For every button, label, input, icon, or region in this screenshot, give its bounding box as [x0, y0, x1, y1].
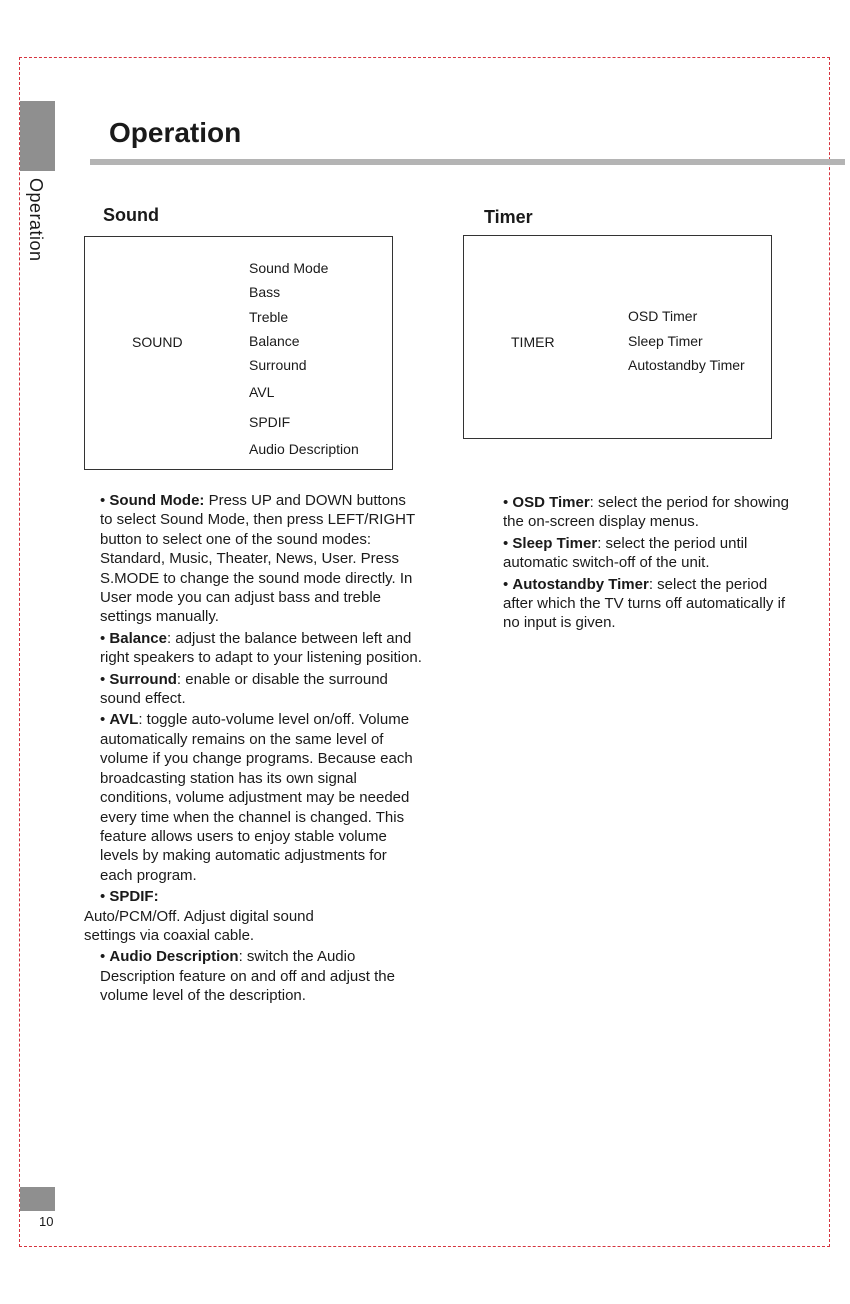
- desc-avl: • AVL: toggle auto-volume level on/off. Volume automatically remains on the same level of volume if you change programs. Because each broadcasting station has its own signal conditions, volume adjustment may be needed every time when the channel is changed. This feature allows users to enjoy stable volume levels by making automatic adjustments for each program.: [100, 711, 413, 884]
- sound-menu-item: Bass: [249, 284, 281, 300]
- desc-sound-mode: • Sound Mode: Press UP and DOWN buttons to select Sound Mode, then press LEFT/RIGHT button to select one of the sound modes: Standard, Music, Theater, News, User. Press S.MODE to change the sound mode directly. In User mode you can adjust bass and treble settings manually.: [100, 492, 415, 626]
- page-number: 10: [39, 1214, 54, 1229]
- title-rule: [90, 159, 845, 165]
- sound-menu-item: Balance: [249, 333, 300, 349]
- desc-text: : select the period until automatic switch-off of the unit.: [503, 534, 748, 572]
- page-number-tab: [20, 1187, 55, 1211]
- desc-text: : switch the Audio Description feature on and off and adjust the volume level of the description.: [100, 948, 395, 1005]
- desc-term: SPDIF:: [109, 888, 159, 906]
- desc-spdif-term: • SPDIF:: [100, 888, 159, 906]
- sound-descriptions: [84, 491, 422, 1008]
- desc-term: Sleep Timer: [512, 534, 598, 552]
- timer-menu-item: Sleep Timer: [628, 333, 703, 349]
- desc-balance: • Balance: adjust the balance between left and right speakers to adapt to your listening position.: [100, 629, 422, 667]
- desc-autostandby-timer: • Autostandby Timer: select the period after which the TV turns off automatically if no input is given.: [503, 575, 786, 632]
- timer-menu-name: TIMER: [511, 334, 555, 350]
- side-section-label: Operation: [26, 178, 46, 262]
- desc-text: Press UP and DOWN buttons to select Sound Mode, then press LEFT/RIGHT button to select one of the sound modes: Standard, Music, Theater, News, User. Press S.MODE to change the sound mode directly. In User mode you can adjust bass and treble settings manually.: [100, 492, 415, 626]
- side-tab-marker: [20, 101, 55, 171]
- timer-menu-box: [463, 235, 772, 439]
- sound-menu-item: AVL: [249, 384, 275, 400]
- desc-term: Surround: [109, 670, 177, 688]
- desc-term: OSD Timer: [512, 494, 590, 511]
- desc-surround: • Surround: enable or disable the surround sound effect.: [100, 670, 388, 708]
- timer-descriptions: [487, 493, 799, 635]
- timer-heading: Timer: [484, 207, 533, 227]
- desc-text: : select the period after which the TV turns off automatically if no input is given.: [503, 575, 786, 632]
- timer-menu-item: OSD Timer: [628, 308, 698, 324]
- desc-term: Sound Mode:: [109, 492, 205, 509]
- desc-sleep-timer: • Sleep Timer: select the period until automatic switch-off of the unit.: [503, 534, 748, 572]
- sound-menu-item: Audio Description: [249, 441, 359, 457]
- sound-menu-item: Sound Mode: [249, 260, 329, 276]
- desc-audio-description: • Audio Description: switch the Audio Description feature on and off and adjust the volume level of the description.: [100, 948, 395, 1005]
- sound-menu-item: Surround: [249, 357, 307, 373]
- desc-term: Autostandby Timer: [512, 575, 649, 593]
- page-title: Operation: [109, 117, 242, 148]
- sound-menu-box: [84, 236, 393, 470]
- desc-text: : toggle auto-volume level on/off. Volume automatically remains on the same level of volume if you change programs. Because each broadcasting station has its own signal conditions, volume adjustment may be needed every time when the channel is changed. This feature allows users to enjoy stable volume levels by making automatic adjustments for each program.: [100, 711, 413, 884]
- desc-spdif-text: Auto/PCM/Off. Adjust digital sound settings via coaxial cable.: [84, 907, 314, 944]
- sound-menu-item: SPDIF: [249, 414, 291, 430]
- sound-heading: Sound: [103, 205, 159, 225]
- desc-term: Balance: [109, 629, 167, 647]
- sound-menu-item: Treble: [249, 309, 289, 325]
- desc-osd-timer: • OSD Timer: select the period for showing the on-screen display menus.: [503, 494, 789, 531]
- desc-term: AVL: [109, 711, 139, 729]
- sound-menu-name: SOUND: [132, 334, 183, 350]
- desc-text: : adjust the balance between left and right speakers to adapt to your listening position.: [100, 629, 422, 667]
- timer-menu-item: Autostandby Timer: [628, 357, 745, 373]
- desc-text: : select the period for showing the on-screen display menus.: [503, 494, 789, 531]
- desc-text: : enable or disable the surround sound effect.: [100, 670, 388, 708]
- desc-term: Audio Description: [109, 948, 239, 966]
